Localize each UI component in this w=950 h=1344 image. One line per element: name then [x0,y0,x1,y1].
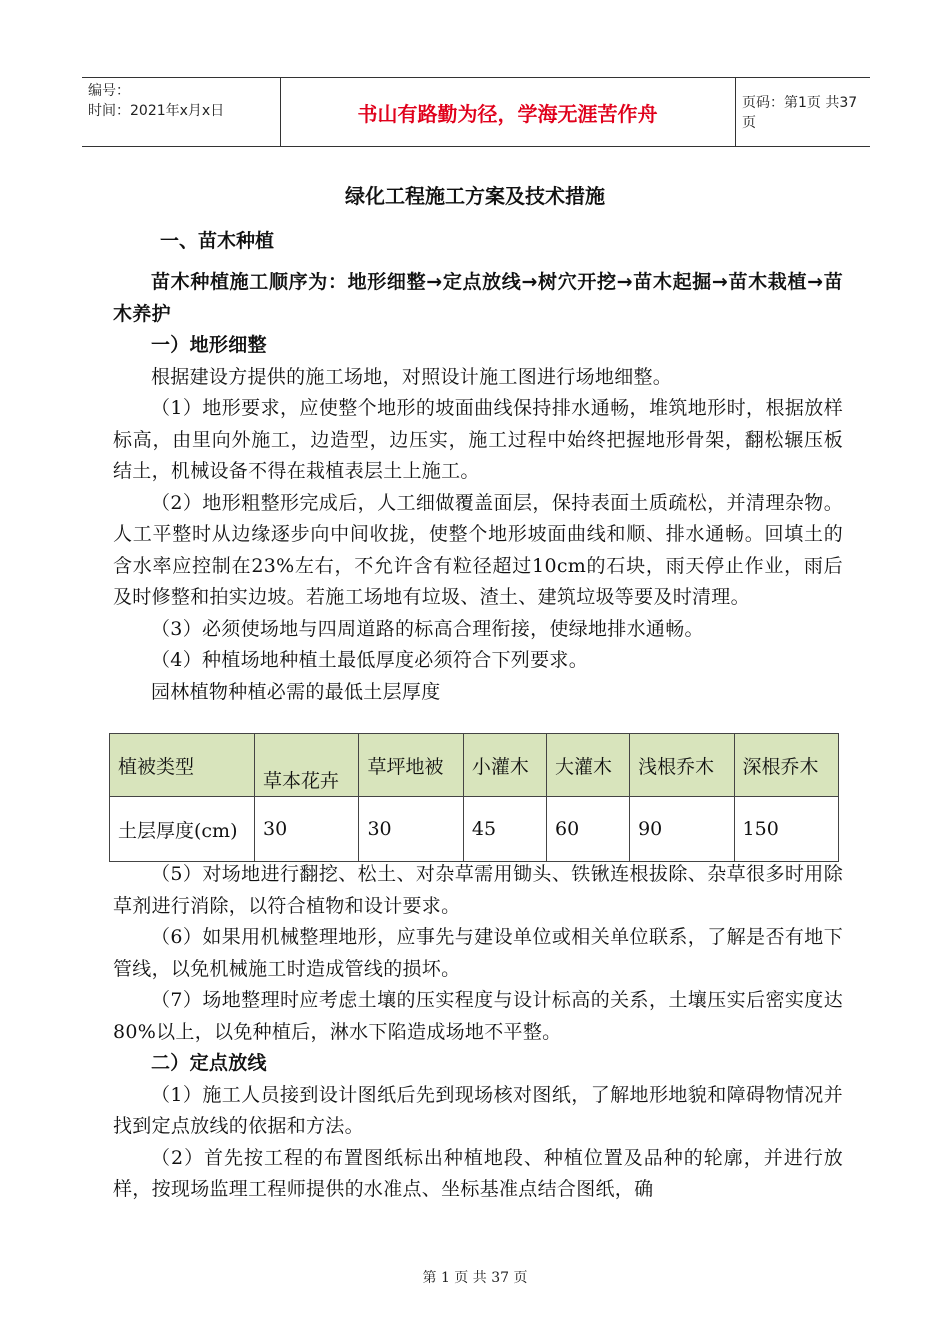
table-header-cell: 草坪地被 [359,734,463,797]
document-title: 绿化工程施工方案及技术措施 [345,184,605,208]
table-cell: 45 [463,797,546,862]
page-footer: 第 1 页 共 37 页 [422,1270,528,1286]
table-header-cell: 大灌木 [546,734,629,797]
subsection-heading: 二）定点放线 [151,1052,267,1074]
paragraph: 根据建设方提供的施工场地，对照设计施工图进行场地细整。 [151,365,673,388]
table-cell: 30 [359,797,463,862]
table-header-cell: 小灌木 [463,734,546,797]
document-header [82,77,870,147]
table-cell: 60 [546,797,629,862]
paragraph: （5）对场地进行翻挖、松土、对杂草需用锄头、铁锹连根拔除、杂草很多时用除草剂进行消除，以符合植物和设计要求。 [113,863,843,917]
soil-thickness-table [109,733,839,862]
table-cell: 30 [255,797,359,862]
table-row [110,797,839,862]
number-label: 编号： [88,83,130,99]
table-cell: 150 [734,797,838,862]
paragraph: （1）地形要求，应使整个地形的坡面曲线保持排水通畅，堆筑地形时，根据放样标高，由里向外施工，边造型，边压实，施工过程中始终把握地形骨架，翻松辗压板结土，机械设备不得在栽植表层土上施工。 [113,397,843,482]
intro-paragraph: 苗木种植施工顺序为：地形细整→定点放线→树穴开挖→苗木起掘→苗木栽植→苗木养护 [113,271,843,325]
subsection-heading: 一）地形细整 [151,334,267,356]
paragraph: （4）种植场地种植土最低厚度必须符合下列要求。 [151,649,588,671]
body-block [113,859,843,1206]
paragraph: （1）施工人员接到设计图纸后先到现场核对图纸，了解地形地貌和障碍物情况并找到定点放线的依据和方法。 [113,1083,843,1137]
paragraph: （7）场地整理时应考虑土壤的压实程度与设计标高的关系，土壤压实后密实度达80%以上，以免种植后，淋水下陷造成场地不平整。 [113,989,843,1043]
table-header-cell: 深根乔木 [734,734,838,797]
section-heading: 一、苗木种植 [160,230,275,252]
header-motto: 书山有路勤为径，学海无涯苦作舟 [357,101,658,126]
intro-block [113,267,843,708]
table-header-row [110,734,839,797]
header-divider [735,78,736,146]
paragraph: （2）地形粗整形完成后，人工细做覆盖面层，保持表面土质疏松，并清理杂物。人工平整时从边缘逐步向中间收拢，使整个地形坡面曲线和顺、排水通畅。回填土的含水率应控制在23%左右，不允许含有粒径超过10cm的石块，雨天停止作业，雨后及时修整和拍实边坡。若施工场地有垃圾、渣土、建筑垃圾等要及时清理。 [113,491,843,608]
paragraph: （3）必须使场地与四周道路的标高合理衔接，使绿地排水通畅。 [151,617,704,640]
paragraph: （6）如果用机械整理地形，应事先与建设单位或相关单位联系，了解是否有地下管线，以免机械施工时造成管线的损坏。 [113,926,843,980]
time-label: 时间：2021年x月x日 [88,103,225,119]
table-header-cell: 植被类型 [110,734,255,797]
table-caption: 园林植物种植必需的最低土层厚度 [151,680,441,703]
table-row-label: 土层厚度(cm) [110,797,255,862]
table-cell: 90 [630,797,734,862]
paragraph: （2）首先按工程的布置图纸标出种植地段、种植位置及品种的轮廓，并进行放样，按现场监理工程师提供的水准点、坐标基准点结合图纸，确 [113,1146,843,1200]
header-page-info: 页码：第1页 共37页 [742,95,858,131]
table-header-cell: 浅根乔木 [630,734,734,797]
table-header-cell: 草本花卉 [255,734,359,797]
header-meta [88,81,288,121]
